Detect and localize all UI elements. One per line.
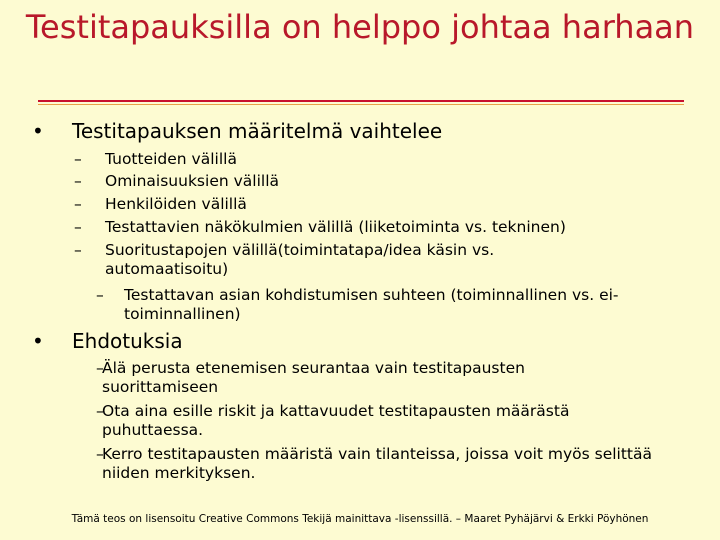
slide-title: Testitapauksilla on helppo johtaa harhaan (25, 8, 695, 46)
list-item-text: Älä perusta etenemisen seurantaa vain testitapausten suorittamiseen (102, 359, 525, 396)
title-underline (38, 100, 684, 102)
dash-marker: – (96, 402, 104, 420)
dash-marker: – (74, 150, 82, 168)
list-item-text: Suoritustapojen välillä(toimintatapa/idea käsin vs. automaatisoitu) (105, 241, 495, 278)
list-item (74, 241, 594, 279)
title-underline-accent (38, 104, 684, 105)
list-item-text: Testattavien näkökulmien välillä (liiketoiminta vs. tekninen) (105, 218, 566, 236)
list-item-text: Ominaisuuksien välillä (105, 172, 279, 190)
bullet-text: Ehdotuksia (72, 329, 183, 353)
dash-marker: – (74, 172, 82, 190)
list-item-text: Ota aina esille riskit ja kattavuudet testitapausten määrästä puhuttaessa. (102, 402, 570, 439)
bullet-text: Testitapauksen määritelmä vaihtelee (72, 119, 443, 143)
bullet-dot: • (32, 119, 44, 143)
dash-marker: – (96, 445, 104, 463)
list-item (74, 286, 686, 324)
list-item (74, 172, 674, 191)
list-item (74, 445, 674, 483)
dash-marker: – (96, 286, 104, 304)
list-item-text: Henkilöiden välillä (105, 195, 247, 213)
list-item-text: Tuotteiden välillä (105, 150, 237, 168)
list-item (74, 218, 674, 237)
list-item (74, 359, 634, 397)
list-item (74, 195, 674, 214)
bullet-dot: • (32, 329, 44, 353)
list-item (74, 402, 674, 440)
dash-marker: – (74, 218, 82, 236)
dash-marker: – (96, 359, 104, 377)
list-item (74, 150, 674, 169)
list-item-text: Kerro testitapausten määristä vain tilanteissa, joissa voit myös selittää niiden merkityksen. (102, 445, 653, 482)
license-footer: Tämä teos on lisensoitu Creative Commons Tekijä mainittava -lisenssillä. – Maaret Pyhäjärvi & Erkki Pöyhönen (71, 513, 649, 525)
list-item-text: Testattavan asian kohdistumisen suhteen (toiminnallinen vs. ei-toiminnallinen) (124, 286, 619, 323)
dash-marker: – (74, 241, 82, 259)
dash-marker: – (74, 195, 82, 213)
